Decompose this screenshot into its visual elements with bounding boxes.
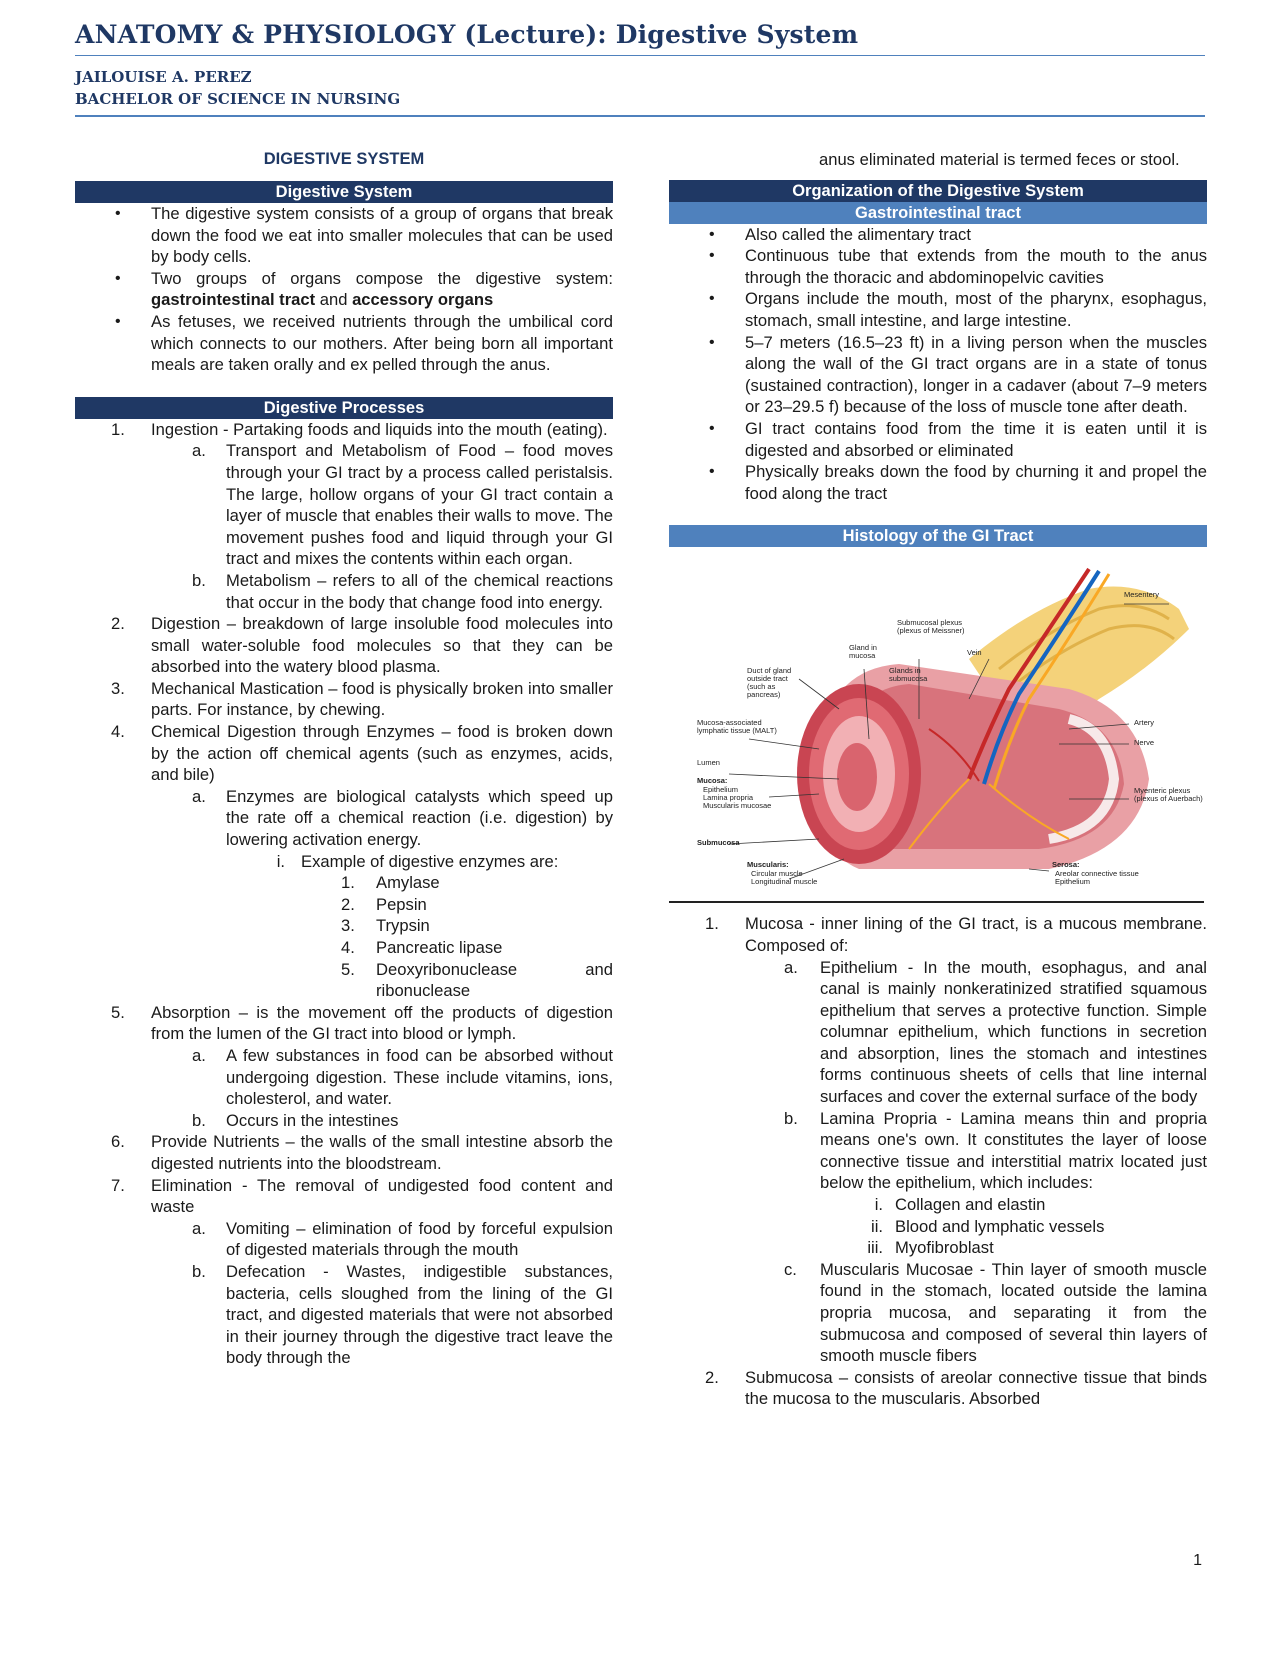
list-item: • Continuous tube that extends from the mouth to the anus through the thoracic and abdominopelvic cavities [669, 245, 1207, 288]
left-column [75, 149, 613, 1369]
author-program: BACHELOR OF SCIENCE IN NURSING [75, 90, 401, 108]
label-duct: Duct of gland outside tract (such as pancreas) [747, 666, 792, 700]
label-circular-muscle: Circular muscle [751, 869, 803, 879]
figure-rule [669, 901, 1204, 903]
list-item: i. Collagen and elastin [874, 1195, 1046, 1215]
list-item: b. Defecation - Wastes, indigestible substances, bacteria, cells sloughed from the lining of the GI tract, and digested materials that were not absorbed in their journey through the digestive tract leave the body through the [192, 1261, 613, 1368]
header-rule [75, 55, 1205, 56]
list-item: b. Lamina Propria - Lamina means thin and propria means one's own. It constitutes the layer of loose connective tissue and interstitial matrix located just below the epithelium, which includes: [784, 1108, 1207, 1193]
list-item: b. Metabolism – refers to all of the chemical reactions that occur in the body that change food into energy. [192, 570, 613, 612]
label-epithelium: Epithelium [703, 785, 739, 795]
list-item: 2. Digestion – breakdown of large insoluble food molecules into small water-soluble food molecules so that they can be absorbed into the watery blood plasma. [111, 614, 613, 677]
list-item: 1. Amylase [341, 873, 440, 893]
list-item: 5. Deoxyribonuclease and ribonuclease [341, 959, 613, 1001]
label-muscularis: Muscularis: [747, 860, 789, 870]
list-item: a. Enzymes are biological catalysts which speed up the rate off a chemical reaction (i.e. digestion) by lowering activation energy. [192, 786, 613, 850]
list-item: 6. Provide Nutrients – the walls of the small intestine absorb the digested nutrients into the bloodstream. [111, 1132, 613, 1173]
label-mesentery: Mesentery [1124, 590, 1160, 600]
continued-text: anus eliminated material is termed feces or stool. [819, 150, 1180, 169]
label-mucosa: Mucosa: [697, 776, 728, 786]
list-item: • Also called the alimentary tract [669, 224, 1207, 246]
list-item: a. Transport and Metabolism of Food – food moves through your GI tract by a process called peristalsis. The large, hollow organs of your GI tract contain a layer of muscle that enables their walls to move. The movement pushes food and liquid through your GI tract and mixes the contents within each organ. [192, 441, 613, 569]
label-vein: Vein [967, 648, 982, 658]
label-lumen: Lumen [697, 758, 720, 768]
list-item: 5. Absorption – is the movement off the products of digestion from the lumen of the GI tract into blood or lymph. [111, 1002, 613, 1044]
list-item: • As fetuses, we received nutrients through the umbilical cord which connects to our mothers. After being born all important meals are taken orally and ex pelled through the anus. [75, 311, 613, 376]
author-name: JAILOUISE A. PEREZ [75, 68, 252, 86]
list-item: • The digestive system consists of a group of organs that break down the food we eat into smaller molecules that can be used by body cells. [75, 203, 613, 268]
label-myenteric-plexus: Myenteric plexus (plexus of Auerbach) [1134, 786, 1203, 804]
page-number: 1 [1193, 1552, 1202, 1569]
right-column [669, 149, 1207, 1410]
list-item: • GI tract contains food from the time it is eaten until it is digested and absorbed or eliminated [669, 418, 1207, 461]
organization-bar: Organization of the Digestive System [669, 180, 1207, 202]
list-item: b. Occurs in the intestines [192, 1110, 399, 1130]
header-rule-thick [75, 115, 1205, 117]
list-item: 1. Ingestion - Partaking foods and liquids into the mouth (eating). [111, 419, 608, 439]
label-submucosal-plexus: Submucosal plexus (plexus of Meissner) [897, 618, 965, 636]
list-item: • 5–7 meters (16.5–23 ft) in a living person when the muscles along the wall of the GI tract organs are in a state of tonus (sustained contraction), longer in a cadaver (about 7–9 meters or 23–29.5 f) because of the loss of muscle tone after death. [669, 332, 1207, 418]
gi-tract-bar: Gastrointestinal tract [669, 202, 1207, 224]
list-item: • Two groups of organs compose the digestive system: gastrointestinal tract and accessory organs [75, 268, 613, 311]
label-serosa-epithelium: Epithelium [1055, 877, 1091, 887]
list-item: a. Epithelium - In the mouth, esophagus, and anal canal is mainly nonkeratinized stratified squamous epithelium that serves a protective function. Simple columnar epithelium, which functions in secretion and absorption, lines the stomach and intestines forms continuous sheets of cells that line internal surfaces and cover the external surface of the body [784, 957, 1207, 1107]
label-submucosa: Submucosa [697, 838, 740, 848]
label-areolar: Areolar connective tissue [1055, 869, 1139, 879]
label-artery: Artery [1134, 718, 1155, 728]
list-item: 3. Trypsin [341, 916, 430, 936]
label-glands-submucosa: Glands in submucosa [889, 666, 928, 684]
list-item: 1. Mucosa - inner lining of the GI tract, is a mucous membrane. Composed of: [705, 914, 1207, 955]
list-item: ii. Blood and lymphatic vessels [871, 1216, 1105, 1236]
label-lamina-propria: Lamina propria [703, 793, 754, 803]
list-item: i. Example of digestive enzymes are: [276, 851, 559, 871]
list-item: a. A few substances in food can be absorbed without undergoing digestion. These include vitamins, ions, cholesterol, and water. [192, 1045, 613, 1109]
list-item: 2. Pepsin [341, 894, 427, 914]
label-malt: Mucosa-associated lymphatic tissue (MALT) [697, 718, 777, 736]
digestive-processes-bar: Digestive Processes [75, 397, 613, 419]
list-item: 7. Elimination - The removal of undigested food content and waste [111, 1175, 613, 1217]
list-item: 2. Submucosa – consists of areolar connective tissue that binds the mucosa to the muscularis. Absorbed [705, 1367, 1207, 1409]
list-item: 3. Mechanical Mastication – food is physically broken into smaller parts. For instance, by chewing. [111, 678, 613, 720]
author-block [75, 66, 400, 110]
label-longitudinal-muscle: Longitudinal muscle [751, 877, 818, 887]
label-gland-in-mucosa: Gland in mucosa [849, 643, 877, 661]
list-item: • Physically breaks down the food by churning it and propel the food along the tract [669, 461, 1207, 504]
list-item: 4. Chemical Digestion through Enzymes – food is broken down by the action off chemical agents (such as enzymes, acids, and bile) [111, 722, 613, 785]
gi-tract-histology-figure [669, 549, 1207, 899]
list-item: c. Muscularis Mucosae - Thin layer of smooth muscle found in the stomach, located outside the lamina propria mucosa, and separating it from the submucosa and composed of several thin layers of smooth muscle fibers [784, 1259, 1207, 1366]
list-item: • Organs include the mouth, most of the pharynx, esophagus, stomach, small intestine, and large intestine. [669, 288, 1207, 331]
histology-bar: Histology of the GI Tract [669, 525, 1207, 547]
label-muscularis-mucosae: Muscularis mucosae [703, 801, 772, 811]
list-item: a. Vomiting – elimination of food by forceful expulsion of digested materials through the mouth [192, 1218, 613, 1260]
label-nerve: Nerve [1134, 738, 1155, 748]
digestive-system-bar: Digestive System [75, 181, 613, 203]
document-title: ANATOMY & PHYSIOLOGY (Lecture): Digestive System [75, 20, 859, 49]
list-item: iii. Myofibroblast [867, 1238, 994, 1258]
list-item: 4. Pancreatic lipase [341, 938, 503, 957]
section-title: DIGESTIVE SYSTEM [263, 150, 425, 168]
label-serosa: Serosa: [1052, 860, 1080, 870]
